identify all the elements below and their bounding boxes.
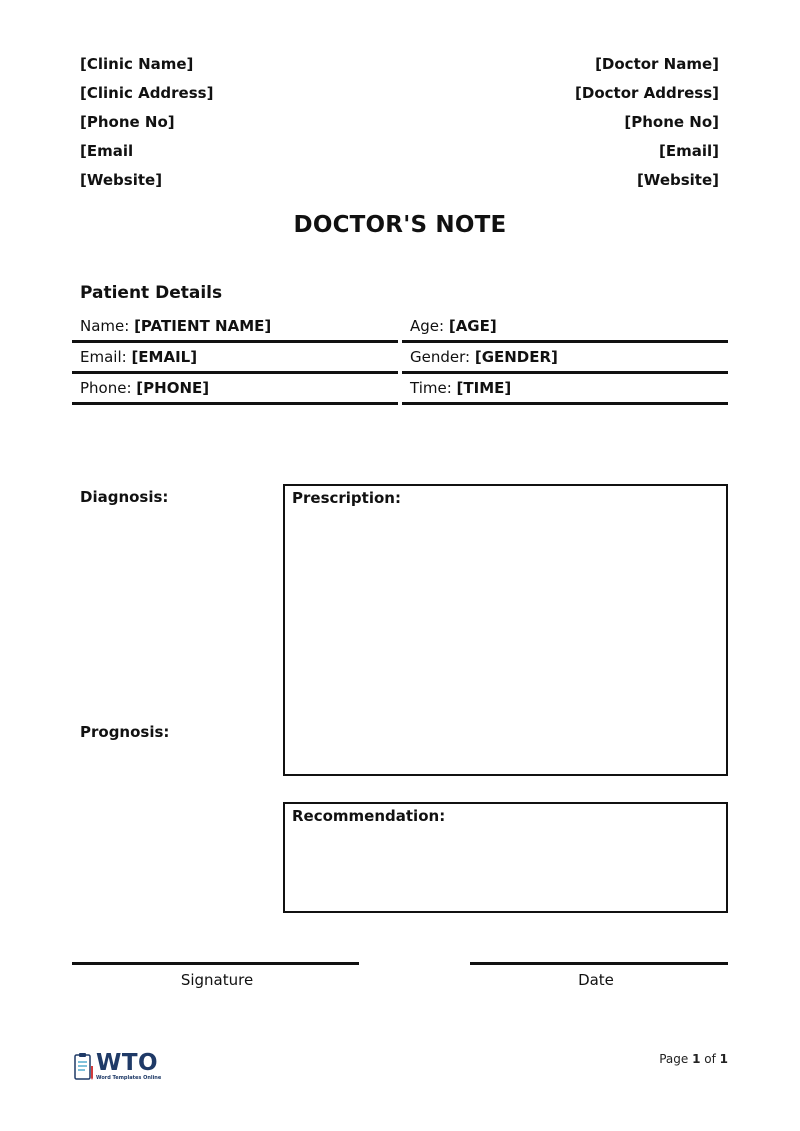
patient-age-field[interactable] [402, 312, 728, 343]
clinic-website: [Website] [80, 171, 163, 189]
page-prefix: Page [659, 1052, 693, 1066]
patient-name-value: [PATIENT NAME] [134, 317, 272, 335]
patient-email-field[interactable] [72, 343, 398, 374]
patient-name-field[interactable] [72, 312, 398, 343]
doctor-email: [Email] [659, 142, 719, 160]
document-title: DOCTOR'S NOTE [293, 212, 507, 238]
page-of: of [700, 1052, 720, 1066]
patient-phone-field[interactable] [72, 374, 398, 405]
doctor-name: [Doctor Name] [595, 55, 719, 73]
patient-gender-value: [GENDER] [474, 348, 558, 366]
page-total: 1 [719, 1052, 728, 1066]
doctor-website: [Website] [636, 171, 719, 189]
patient-age-label: Age: [410, 317, 449, 335]
clinic-email: [Email [80, 142, 134, 160]
patient-time-label: Time: [410, 379, 457, 397]
logo-tagline: Word Templates Online [96, 1075, 162, 1081]
wto-logo [74, 1050, 168, 1084]
doctor-info [575, 54, 719, 199]
date-label: Date [578, 971, 614, 989]
patient-email-value: [EMAIL] [131, 348, 198, 366]
recommendation-box[interactable] [283, 802, 728, 913]
patient-name-label: Name: [80, 317, 135, 335]
prescription-box[interactable] [283, 484, 728, 776]
document-icon [74, 1052, 94, 1082]
doctor-address: [Doctor Address] [575, 84, 719, 102]
signature-line[interactable] [72, 962, 359, 965]
patient-gender-label: Gender: [410, 348, 475, 366]
doctor-phone: [Phone No] [624, 113, 719, 131]
recommendation-label: Recommendation: [292, 807, 446, 825]
prognosis-label: Prognosis: [80, 723, 170, 741]
patient-email-label: Email: [80, 348, 132, 366]
signature-label: Signature [180, 971, 254, 989]
date-line[interactable] [470, 962, 728, 965]
diagnosis-label: Diagnosis: [80, 488, 169, 506]
patient-gender-field[interactable] [402, 343, 728, 374]
patient-age-value: [AGE] [448, 317, 497, 335]
clinic-address: [Clinic Address] [80, 84, 214, 102]
patient-phone-value: [PHONE] [136, 379, 210, 397]
patient-time-value: [TIME] [456, 379, 512, 397]
clinic-name: [Clinic Name] [80, 55, 194, 73]
page-current: 1 [692, 1052, 701, 1066]
patient-details-heading: Patient Details [80, 283, 223, 303]
patient-time-field[interactable] [402, 374, 728, 405]
clinic-phone: [Phone No] [80, 113, 175, 131]
logo-wordmark: WTO [96, 1050, 159, 1076]
prescription-label: Prescription: [292, 489, 401, 507]
patient-phone-label: Phone: [80, 379, 137, 397]
clinic-info [80, 54, 213, 199]
page-number [659, 1052, 728, 1066]
